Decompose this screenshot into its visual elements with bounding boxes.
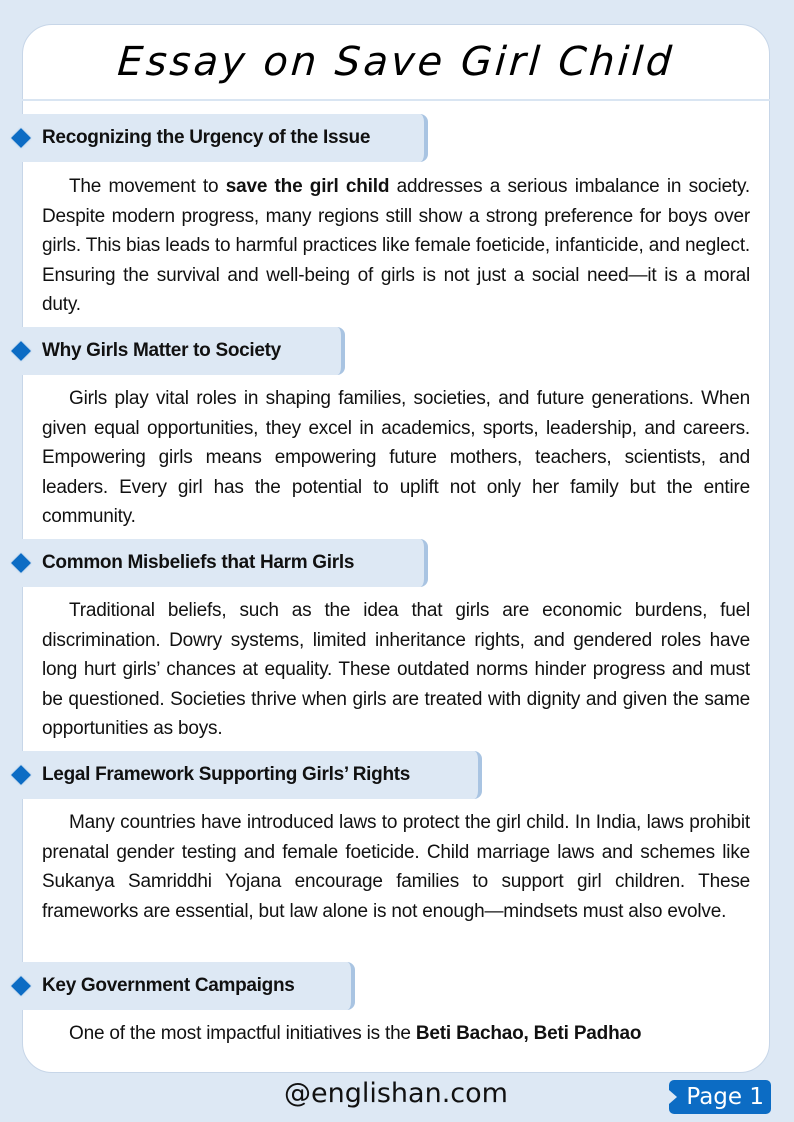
diamond-bullet-icon [11,553,31,573]
section-heading-text: Recognizing the Urgency of the Issue [42,127,371,148]
page-number-label: Page 1 [686,1084,764,1110]
section-heading-text: Common Misbeliefs that Harm Girls [42,552,355,573]
section-heading-legal-framework [0,751,482,799]
arrow-notch-icon [669,1090,677,1104]
diamond-bullet-icon [11,765,31,785]
paragraph-text: The movement to [69,176,226,197]
section-heading-text: Why Girls Matter to Society [42,340,281,361]
paragraph-bold-text: Beti Bachao, Beti Padhao [415,1023,642,1044]
paragraph-text: addresses a serious imbalance in society. Despite modern progress, many regions still show a strong preference for boys over girls. This bias leads to harmful practices like female foeticide, infanticide, and neglect. Ensuring the survival and well-being of girls is not just a social need—it is a moral duty. [42,176,750,315]
diamond-bullet-icon [11,128,31,148]
section-heading-why-girls-matter [0,327,345,375]
paragraph-text: One of the most impactful initiatives is the [69,1023,416,1044]
section-heading-text: Key Government Campaigns [42,975,295,996]
section-paragraph-legal-framework: Many countries have introduced laws to protect the girl child. In India, laws prohibit prenatal gender testing and female foeticide. Child marriage laws and schemes like Sukanya Samriddhi Yojana encourage families to support girl children. These frameworks are essential, but law alone is not enough—mindsets must also evolve. [42,812,750,922]
diamond-bullet-icon [11,976,31,996]
section-heading-urgency [0,114,428,162]
section-paragraph-urgency [42,172,750,320]
section-heading-government-campaigns [0,962,355,1010]
page-number-badge [669,1080,771,1114]
title-divider [22,99,770,101]
site-watermark: @englishan.com [284,1078,508,1109]
section-paragraph-government-campaigns [42,1019,750,1049]
section-heading-text: Legal Framework Supporting Girls’ Rights [42,764,411,785]
section-heading-misbeliefs [0,539,428,587]
section-paragraph-misbeliefs: Traditional beliefs, such as the idea that girls are economic burdens, fuel discrimination. Dowry systems, limited inheritance rights, and gendered roles have long hurt girls’ chances at equality. These outdated norms hinder progress and must be questioned. Societies thrive when girls are treated with dignity and given the same opportunities as boys. [42,600,750,739]
page-title: Essay on Save Girl Child [116,39,676,85]
section-paragraph-why-girls-matter: Girls play vital roles in shaping families, societies, and future generations. When given equal opportunities, they excel in academics, sports, leadership, and careers. Empowering girls means empowering future mothers, teachers, scientists, and leaders. Every girl has the potential to uplift not only her family but the entire community. [42,388,750,527]
diamond-bullet-icon [11,341,31,361]
paragraph-bold-text: save the girl child [225,176,390,197]
